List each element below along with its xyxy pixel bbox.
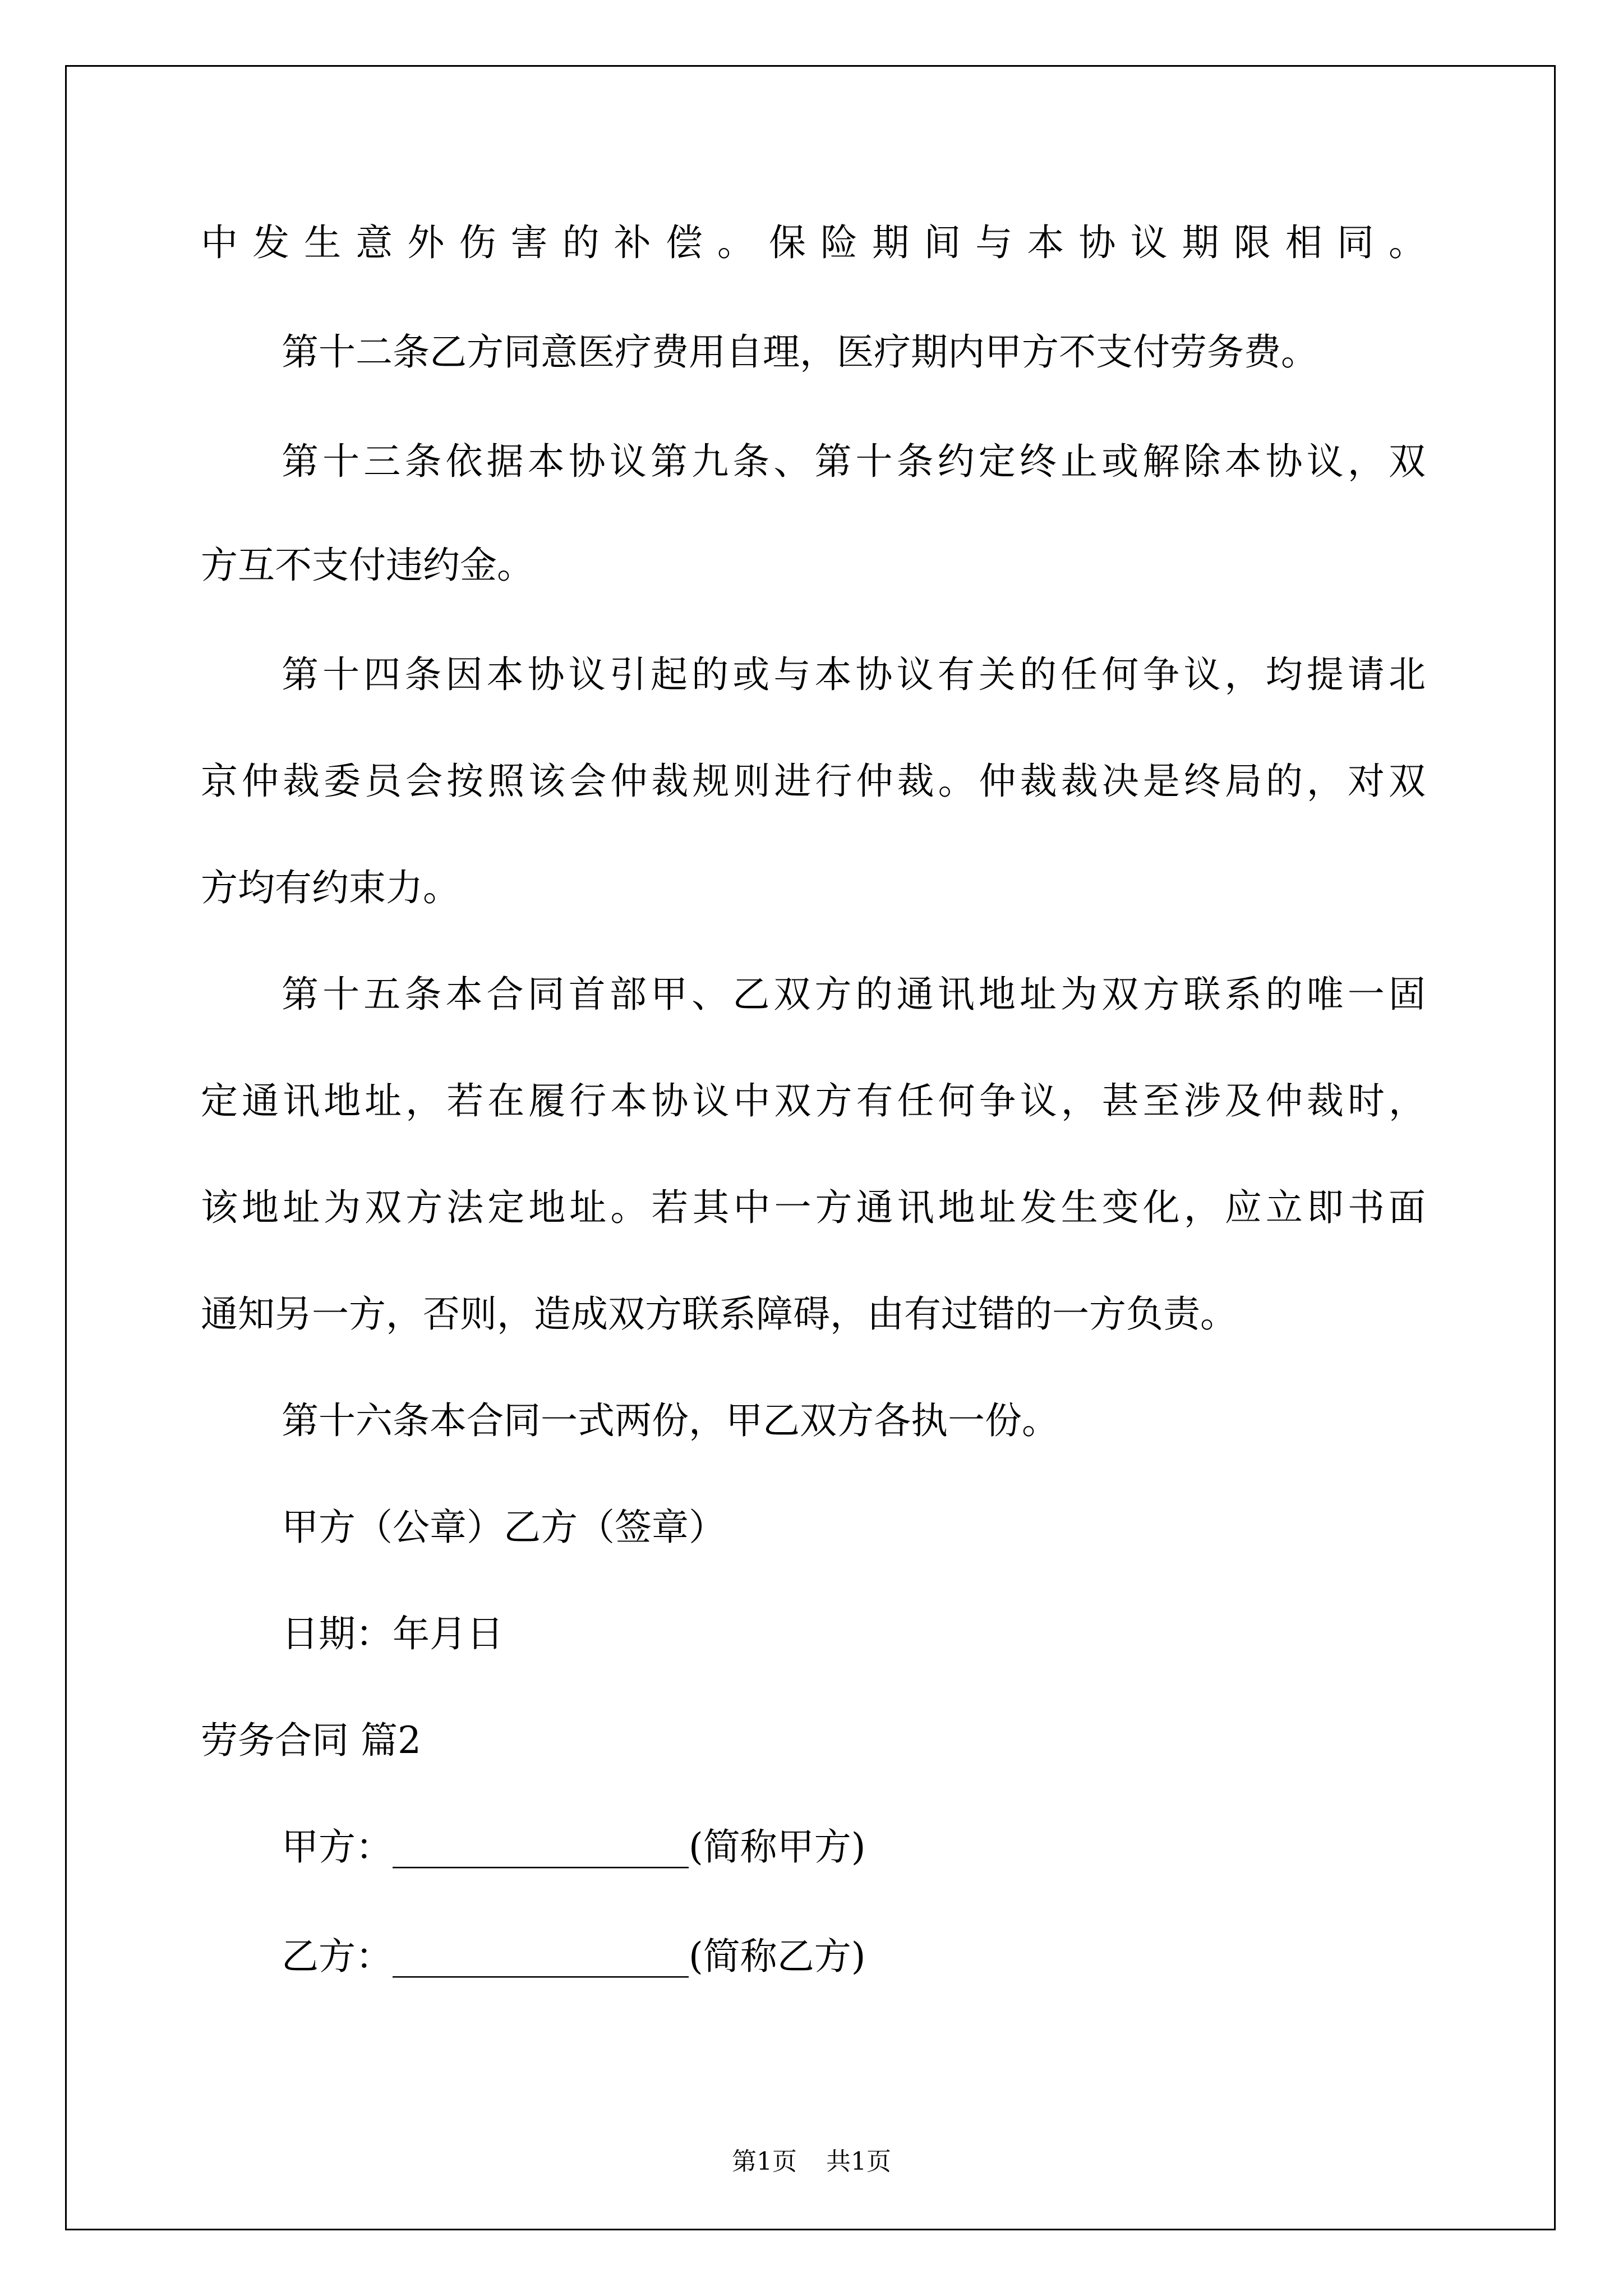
body-line: 方互不支付违约金。 [201, 544, 534, 587]
body-line: 第十六条本合同一式两份，甲乙双方各执一份。 [282, 1399, 1059, 1442]
party-b-line: 乙方：________________(简称乙方) [282, 1935, 866, 1978]
page-total: 共1页 [826, 2147, 891, 2176]
page-footer [0, 2147, 1623, 2176]
body-line: 中发生意外伤害的补偿。保险期间与本协议期限相同。 [201, 221, 1426, 264]
page-number: 第1页 [732, 2147, 797, 2176]
page-border [65, 65, 1556, 2230]
section-heading: 劳务合同 篇2 [201, 1719, 421, 1762]
date-line: 日期：年月日 [282, 1612, 504, 1655]
body-line: 第十三条依据本协议第九条、第十条约定终止或解除本协议，双 [282, 440, 1426, 483]
body-line: 定通讯地址，若在履行本协议中双方有任何争议，甚至涉及仲裁时， [201, 1079, 1426, 1122]
body-line: 第十五条本合同首部甲、乙双方的通讯地址为双方联系的唯一固 [282, 973, 1426, 1016]
signature-line: 甲方（公章）乙方（签章） [282, 1506, 726, 1549]
body-line: 方均有约束力。 [201, 866, 460, 909]
body-line: 第十二条乙方同意医疗费用自理，医疗期内甲方不支付劳务费。 [282, 330, 1318, 374]
body-line: 第十四条因本协议引起的或与本协议有关的任何争议，均提请北 [282, 653, 1426, 696]
body-line: 京仲裁委员会按照该会仲裁规则进行仲裁。仲裁裁决是终局的，对双 [201, 760, 1426, 803]
body-line: 该地址为双方法定地址。若其中一方通讯地址发生变化，应立即书面 [201, 1186, 1426, 1229]
body-line: 通知另一方，否则，造成双方联系障碍，由有过错的一方负责。 [201, 1292, 1237, 1336]
party-a-line: 甲方：________________(简称甲方) [282, 1825, 866, 1869]
